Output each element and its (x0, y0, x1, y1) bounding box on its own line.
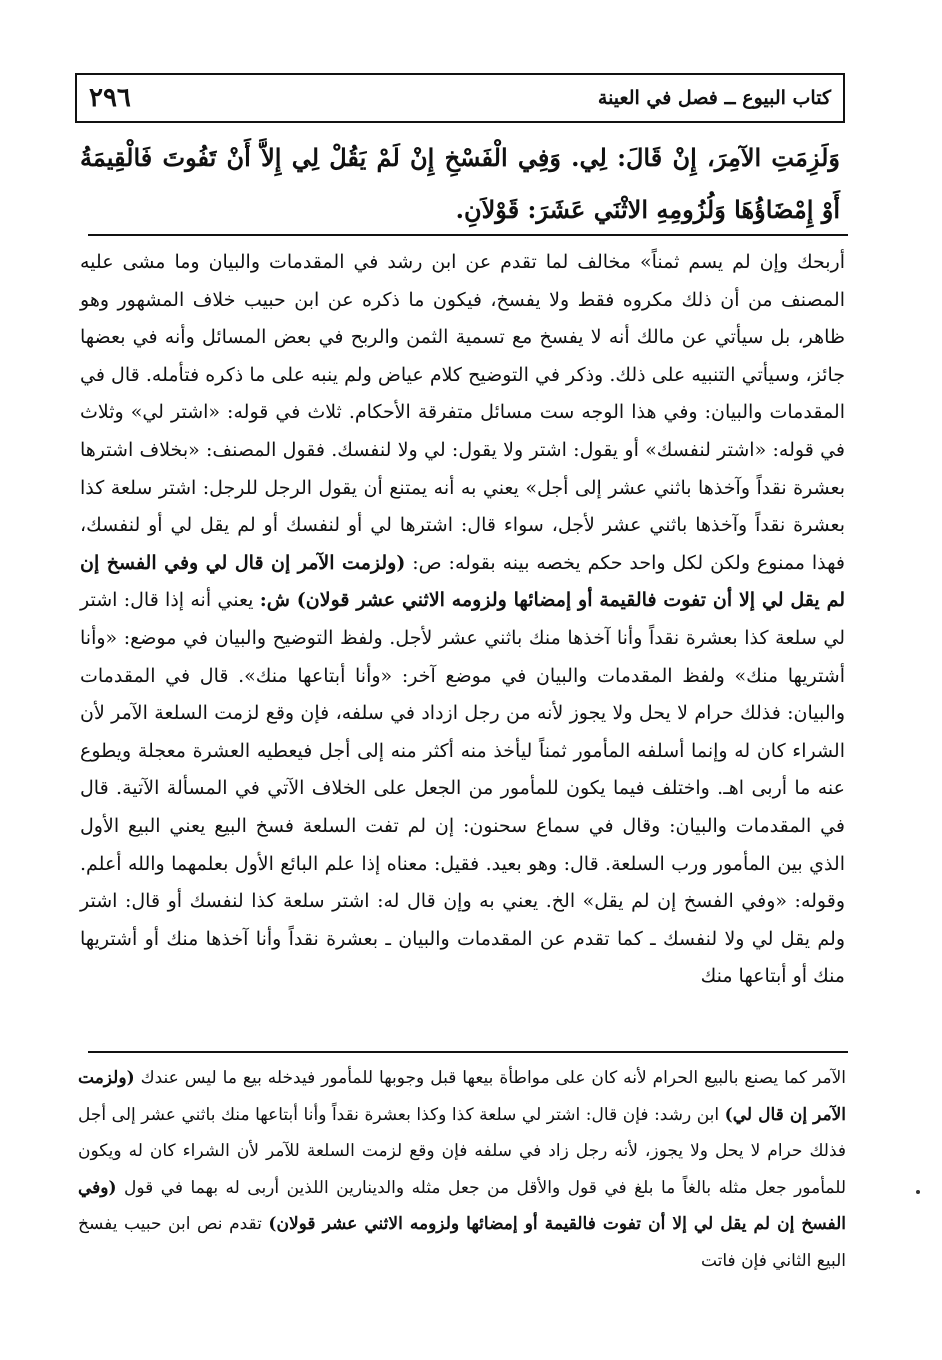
page-number: ٢٩٦ (89, 83, 131, 113)
footnote-text-3: تقدم نص ابن حبيب يفسخ البيع الثاني فإن فاتت (78, 1214, 846, 1271)
commentary-text-2: يعني أنه إذا قال: اشتر لي سلعة كذا بعشرة نقداً وأنا آخذها منك باثني عشر لأجل. ولفظ التوضيح والبيان في موضع: «وأنا أشتريها منك» ولفظ المقدمات والبيان في موضع آخر: «وأنا أبتاعها منك». قال في المقدمات والبيان: فذلك حرام لا يحل ولا يجوز لأنه من رجل ازداد في سلفه، فإن وقع لزمت السلعة الآمر لأن الشراء كان له وإنما أسلفه المأمور ثمناً ليأخذ منه أكثر منه إلى أجل فيعطيه العشرة معجلة ويطوع عنه ما أربى اهـ. واختلف فيما يكون للمأمور من الجعل على الخلاف الآتي في المسألة الآتية. قال في المقدمات والبيان: وقال في سماع سحنون: إن لم تفت السلعة فسخ البيع يعني البيع الأول الذي بين المأمور ورب السلعة. قال: وهو بعيد. فقيل: معناه إذا علم البائع الأول بعلمهما والله أعلم. وقوله: «وفي الفسخ إن لم يقل» الخ. يعني به وإن قال له: اشتر سلعة كذا لنفسك أو قال: اشتر ولم يقل لي ولا لنفسك ـ كما تقدم عن المقدمات والبيان ـ بعشرة نقداً وأنا آخذها منك أو أشتريها منك أو أبتاعها منك (80, 589, 845, 988)
page-header (75, 73, 845, 123)
main-text-paragraph: وَلَزِمَتِ الآمِرَ، إِنْ قَالَ: لِي. وَفِي الْفَسْخِ إِنْ لَمْ يَقُلْ لِي إِلاَّ أَنْ تَفُوتَ فَالْقِيمَةُ أَوْ إِمْضَاؤُهَا وَلُزُومِهِ الاثْنَي عَشَرَ: قَوْلاَنِ. (80, 143, 840, 224)
main-text (80, 132, 840, 236)
commentary-text-1: أربحك وإن لم يسم ثمناً» مخالف لما تقدم عن ابن رشد في المقدمات والبيان وما مشى عليه المصنف من أن ذلك مكروه فقط ولا يفسخ، فيكون ما ذكره عن ابن حبيب خلاف المشهور وهو ظاهر، بل سيأتي عن مالك أنه لا يفسخ مع تسمية الثمن والربح في بعض المسائل وأنه في بعضها جائز، وسيأتي التنبيه على ذلك. وذكر في التوضيح كلام عياض ولم ينبه على ما ذكره فتأمله. قال في المقدمات والبيان: وفي هذا الوجه ست مسائل متفرقة الأحكام. ثلاث في قوله: «اشتر لي» وثلاث في قوله: «اشتر لنفسك» أو يقول: اشتر ولا يقول: لي ولا لنفسك. فقول المصنف: «بخلاف اشترها بعشرة نقداً وآخذها باثني عشر إلى أجل» يعني به أنه يمتنع أن يقول الرجل للرجل: اشتر سلعة كذا بعشرة نقداً وآخذها باثني عشر لأجل، سواء قال: اشترها لي أو لنفسك أو لم يقل لي أو لنفسك، فهذا ممنوع ولكن لكل واحد حكم يخصه بينه بقوله: ص: (80, 251, 845, 574)
commentary (80, 244, 845, 996)
footnote (78, 1060, 846, 1279)
running-title: كتاب البيوع ــ فصل في العينة (597, 87, 831, 109)
commentary-paragraph (80, 244, 845, 996)
footnote-paragraph (78, 1060, 846, 1279)
footnote-quote-bold-2: (وفي الفسخ إن لم يقل لي إلا أن تفوت فالقيمة أو إمضائها ولزومه الاثني عشر قولان) (78, 1177, 847, 1234)
scan-speck (916, 1190, 920, 1194)
footnote-text-1: الآمر كما يصنع بالبيع الحرام لأنه كان على مواطأة بيعها قبل وجوبها للمأمور فيدخله بيع ما ليس عندك (140, 1068, 846, 1088)
divider-footnote (88, 1051, 848, 1053)
commentary-quote-bold: (ولزمت الآمر إن قال لي وفي الفسخ إن لم يقل لي إلا أن تفوت فالقيمة أو إمضائها ولزومه الاثني عشر قولان) ش: (80, 551, 846, 612)
divider-top (88, 234, 848, 236)
footnote-quote-bold-1: (ولزمت الآمر إن قال لي) (78, 1068, 847, 1125)
footnote-text-2: ابن رشد: فإن قال: اشتر لي سلعة كذا وكذا بعشرة نقداً وأنا أبتاعها منك باثني عشر إلى أجل فذلك حرام لا يحل ولا يجوز، لأنه رجل زاد في سلفه فإن وقع لزمت السلعة للآمر لأن الشراء كان له ويكون للمأمور جعل مثله بالغاً ما بلغ في قول والأقل من جعل مثله والدينارين اللذين أربى له بهما في قول (78, 1104, 847, 1198)
